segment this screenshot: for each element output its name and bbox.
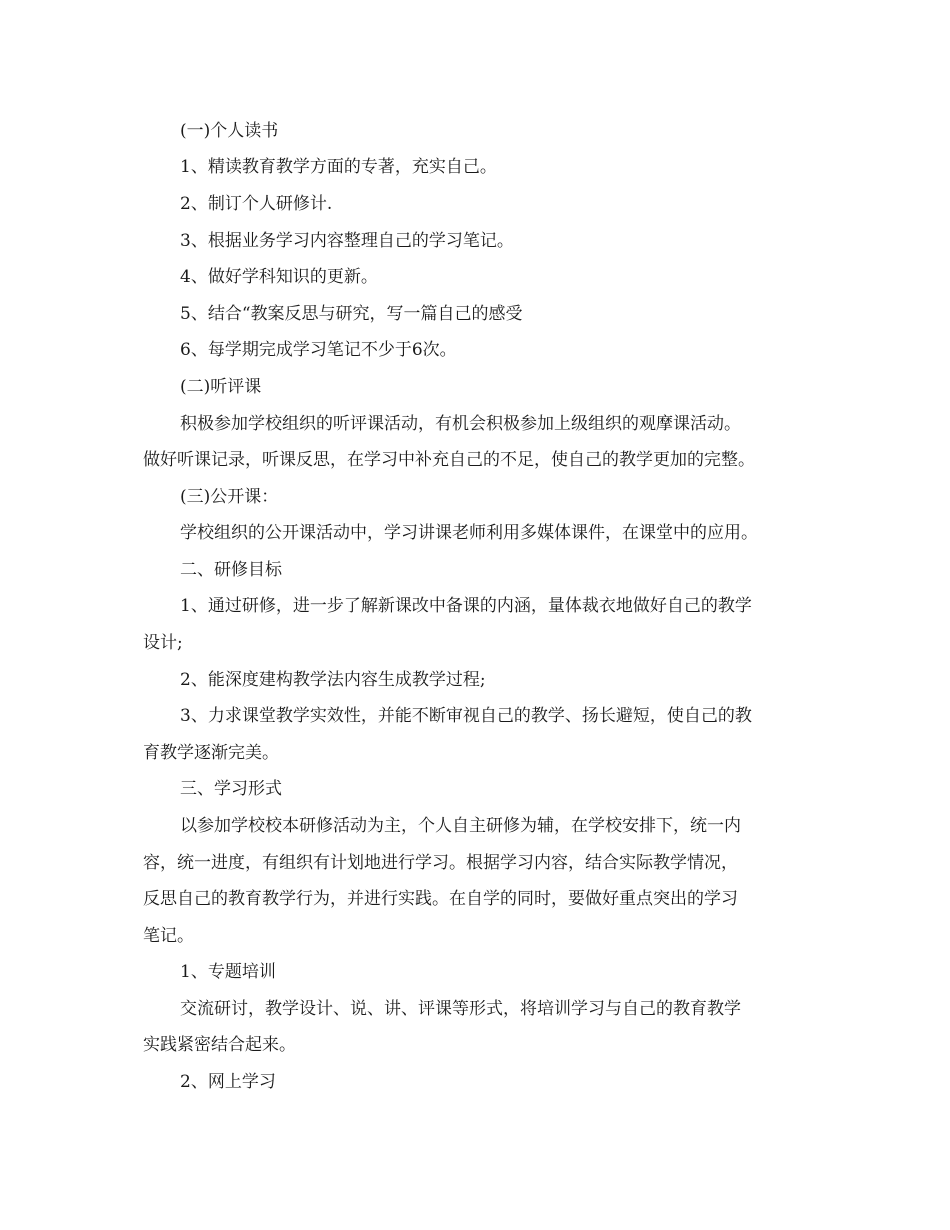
heading-personal-reading: (一)个人读书 <box>180 121 279 141</box>
heading-training-goals: 二、研修目标 <box>180 560 282 580</box>
list-item: 2、制订个人研修计. <box>180 194 333 214</box>
paragraph-line: 实践紧密结合起来。 <box>143 1035 296 1055</box>
heading-learning-format: 三、学习形式 <box>180 779 282 799</box>
paragraph-line: 积极参加学校组织的听评课活动，有机会积极参加上级组织的观摩课活动。 <box>180 414 741 434</box>
list-item: 1、精读教育教学方面的专著，充实自己。 <box>180 157 497 177</box>
list-item: 5、结合“教案反思与研究，写一篇自己的感受 <box>180 304 523 324</box>
list-item: 6、每学期完成学习笔记不少于6次。 <box>180 340 457 360</box>
paragraph-line: 以参加学校校本研修活动为主，个人自主研修为辅，在学校安排下，统一内 <box>180 816 741 836</box>
paragraph-line: 做好听课记录，听课反思，在学习中补充自己的不足，使自己的教学更加的完整。 <box>143 450 755 470</box>
heading-online-learning: 2、网上学习 <box>180 1072 276 1092</box>
list-item: 2、能深度建构教学法内容生成教学过程; <box>180 670 486 690</box>
heading-open-class: (三)公开课： <box>180 487 279 507</box>
heading-special-training: 1、专题培训 <box>180 962 276 982</box>
list-item: 3、力求课堂教学实效性，并能不断审视自己的教学、扬长避短，使自己的教 <box>180 706 752 726</box>
list-item-continuation: 育教学逐渐完美。 <box>143 743 279 763</box>
list-item: 1、通过研修，进一步了解新课改中备课的内涵，量体裁衣地做好自己的教学 <box>180 596 752 616</box>
paragraph-line: 交流研讨，教学设计、说、讲、评课等形式，将培训学习与自己的教育教学 <box>180 999 741 1019</box>
paragraph-line: 学校组织的公开课活动中，学习讲课老师利用多媒体课件，在课堂中的应用。 <box>180 523 758 543</box>
list-item: 3、根据业务学习内容整理自己的学习笔记。 <box>180 231 514 251</box>
heading-lesson-evaluation: (二)听评课 <box>180 377 262 397</box>
paragraph-line: 笔记。 <box>143 926 194 946</box>
list-item: 4、做好学科知识的更新。 <box>180 267 378 287</box>
paragraph-line: 反思自己的教育教学行为，并进行实践。在自学的同时，要做好重点突出的学习 <box>143 889 738 909</box>
list-item-continuation: 设计; <box>143 633 183 653</box>
paragraph-line: 容，统一进度，有组织有计划地进行学习。根据学习内容，结合实际教学情况， <box>143 853 738 873</box>
